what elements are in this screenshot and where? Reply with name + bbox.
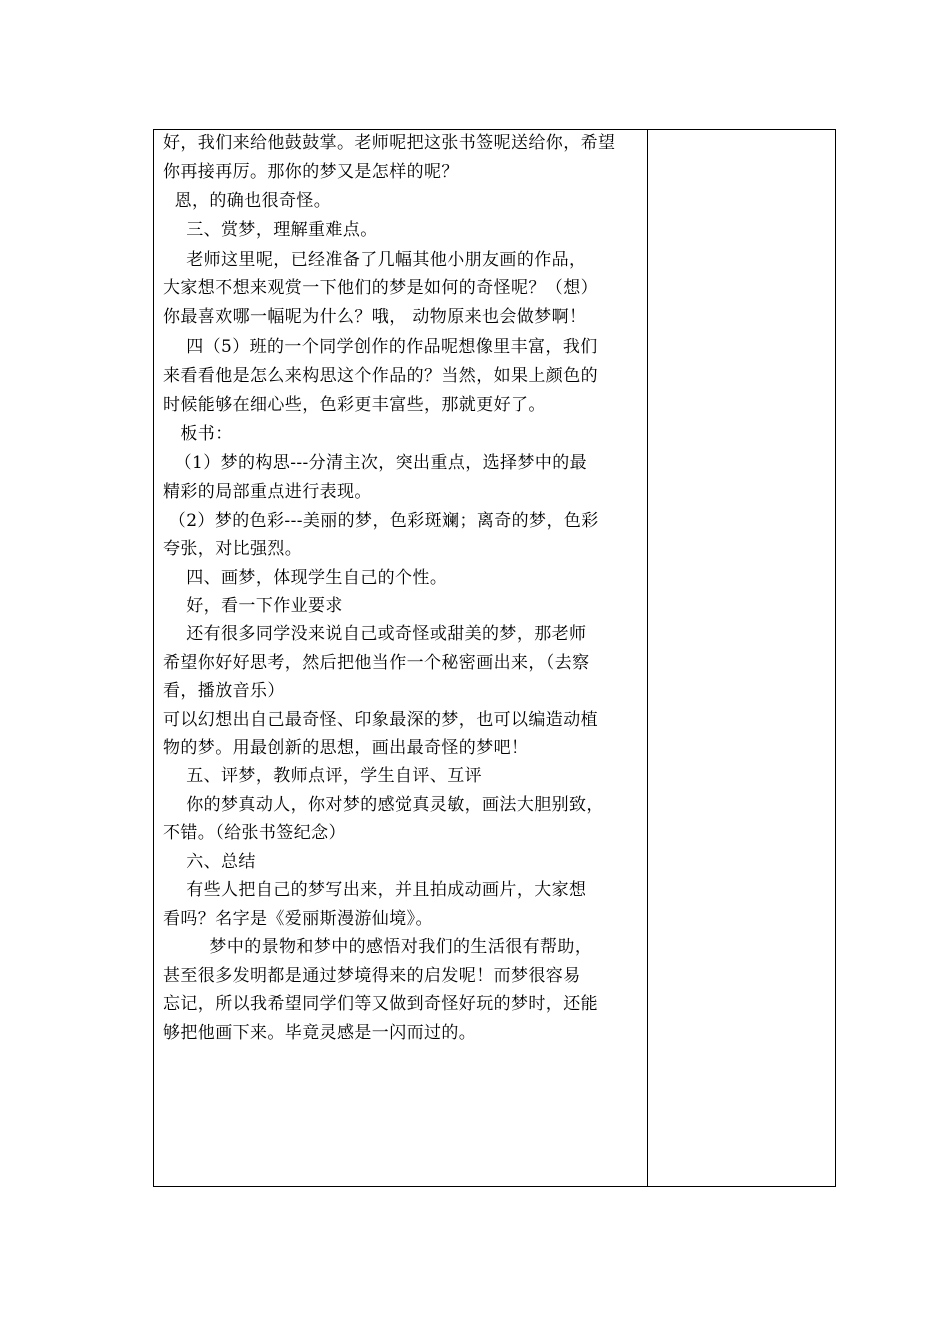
text-line: 四（5）班的一个同学创作的作品呢想像里丰富，我们 bbox=[163, 337, 598, 357]
text-line: 甚至很多发明都是通过梦境得来的启发呢！而梦很容易 bbox=[163, 966, 581, 986]
text-line: 还有很多同学没来说自己或奇怪或甜美的梦，那老师 bbox=[163, 624, 587, 644]
text-line: 够把他画下来。毕竟灵感是一闪而过的。 bbox=[163, 1023, 477, 1043]
notes-cell bbox=[649, 131, 834, 1185]
section-heading: 四、画梦，体现学生自己的个性。 bbox=[163, 568, 448, 588]
text-line: （1）梦的构思---分清主次，突出重点，选择梦中的最 bbox=[163, 453, 588, 473]
text-line: 看吗？名字是《爱丽斯漫游仙境》。 bbox=[163, 909, 433, 929]
text-line: 可以幻想出自己最奇怪、印象最深的梦，也可以编造动植 bbox=[163, 710, 598, 730]
text-line: 精彩的局部重点进行表现。 bbox=[163, 482, 372, 502]
text-line: 忘记，所以我希望同学们等又做到奇怪好玩的梦时，还能 bbox=[163, 994, 598, 1014]
text-line: 你最喜欢哪一幅呢为什么？哦， 动物原来也会做梦啊！ bbox=[163, 307, 587, 327]
text-line: 物的梦。用最创新的思想，画出最奇怪的梦吧！ bbox=[163, 738, 529, 758]
text-line: 大家想不想来观赏一下他们的梦是如何的奇怪呢？（想） bbox=[163, 278, 598, 298]
text-line: 不错。（给张书签纪念） bbox=[163, 823, 346, 843]
text-line: 好，看一下作业要求 bbox=[163, 596, 343, 616]
text-line: 时候能够在细心些，色彩更丰富些，那就更好了。 bbox=[163, 395, 546, 415]
text-line: 你的梦真动人，你对梦的感觉真灵敏，画法大胆别致， bbox=[163, 795, 604, 815]
section-heading: 三、赏梦，理解重难点。 bbox=[163, 220, 378, 240]
text-line: 梦中的景物和梦中的感悟对我们的生活很有帮助， bbox=[163, 937, 593, 957]
section-heading: 板书： bbox=[163, 424, 233, 444]
section-heading: 五、评梦，教师点评，学生自评、互评 bbox=[163, 766, 483, 786]
text-line: 看，播放音乐） bbox=[163, 681, 285, 701]
text-line: 好，我们来给他鼓鼓掌。老师呢把这张书签呢送给你，希望 bbox=[163, 133, 616, 153]
text-line: 夸张，对比强烈。 bbox=[163, 539, 303, 559]
text-line: 老师这里呢，已经准备了几幅其他小朋友画的作品， bbox=[163, 250, 587, 270]
text-line: 有些人把自己的梦写出来，并且拍成动画片，大家想 bbox=[163, 880, 587, 900]
text-line: 来看看他是怎么来构思这个作品的？当然，如果上颜色的 bbox=[163, 366, 598, 386]
text-line: 你再接再厉。那你的梦又是怎样的呢？ bbox=[163, 162, 459, 182]
text-line: 希望你好好思考，然后把他当作一个秘密画出来，（去察 bbox=[163, 653, 590, 673]
text-line: 恩，的确也很奇怪。 bbox=[163, 191, 332, 211]
column-divider bbox=[647, 129, 648, 1187]
section-heading: 六、总结 bbox=[163, 852, 256, 872]
text-line: （2）梦的色彩---美丽的梦，色彩斑斓；离奇的梦，色彩 bbox=[163, 511, 599, 531]
